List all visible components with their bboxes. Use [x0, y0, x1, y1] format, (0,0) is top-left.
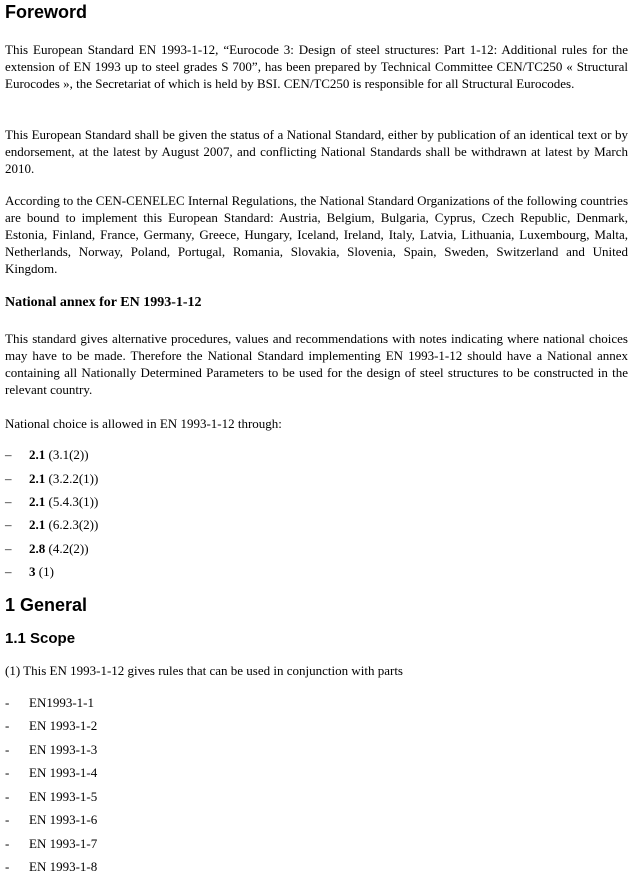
- list-dash: –: [5, 564, 12, 579]
- list-dash: -: [5, 742, 10, 757]
- clause-number: 2.1: [29, 517, 46, 532]
- national-choice-item: [5, 446, 89, 463]
- list-dash: –: [5, 471, 12, 486]
- national-choice-item: [5, 563, 54, 580]
- part-list-item: [5, 764, 97, 781]
- scope-paragraph: (1) This EN 1993-1-12 gives rules that can be used in conjunction with parts: [5, 663, 403, 678]
- clause-number: 2.8: [29, 541, 46, 556]
- part-reference: EN 1993-1-2: [29, 718, 98, 733]
- part-list-item: [5, 811, 97, 828]
- foreword-paragraph-1: This European Standard EN 1993-1-12, “Eurocode 3: Design of steel structures: Part 1-12: Additional rules for the extension of EN 1993 up to steel grades S 700”, has been prepared by Technical Committee CEN/TC250 « Structural Eurocodes », the Secretariat of which is held by BSI. CEN/TC250 is responsible for all Structural Eurocodes.: [5, 42, 628, 91]
- clause-reference: (6.2.3(2)): [48, 517, 99, 532]
- part-list-item: [5, 858, 97, 875]
- clause-reference: (3.2.2(1)): [48, 471, 99, 486]
- list-dash: -: [5, 836, 10, 851]
- list-dash: –: [5, 447, 12, 462]
- list-dash: -: [5, 812, 10, 827]
- general-heading: 1 General: [5, 595, 88, 615]
- national-choice-intro: National choice is allowed in EN 1993-1-12 through:: [5, 416, 282, 431]
- part-list-item: [5, 741, 97, 758]
- list-dash: -: [5, 859, 10, 874]
- national-annex-paragraph: This standard gives alternative procedures, values and recommendations with notes indicating where national choices may have to be made. Therefore the National Standard implementing EN 1993-1-12 should have a National annex containing all Nationally Determined Parameters to be used for the design of steel structures to be constructed in the relevant country.: [5, 331, 628, 397]
- clause-number: 2.1: [29, 494, 46, 509]
- foreword-paragraph-2: This European Standard shall be given the status of a National Standard, either by publication of an identical text or by endorsement, at the latest by August 2007, and conflicting National Standards shall be withdrawn at latest by March 2010.: [5, 127, 628, 176]
- list-dash: –: [5, 517, 12, 532]
- clause-number: 2.1: [29, 447, 46, 462]
- list-dash: –: [5, 494, 12, 509]
- part-reference: EN1993-1-1: [29, 695, 94, 710]
- part-reference: EN 1993-1-4: [29, 765, 98, 780]
- part-reference: EN 1993-1-5: [29, 789, 98, 804]
- foreword-paragraph-3: According to the CEN-CENELEC Internal Regulations, the National Standard Organizations of the following countries are bound to implement this European Standard: Austria, Belgium, Bulgaria, Cyprus, Czech Republic, Denmark, Estonia, Finland, France, Germany, Greece, Hungary, Iceland, Ireland, Italy, Latvia, Lithuania, Luxembourg, Malta, Netherlands, Norway, Poland, Portugal, Romania, Slovakia, Slovenia, Spain, Sweden, Switzerland and United Kingdom.: [5, 193, 628, 276]
- part-list-item: [5, 694, 94, 711]
- part-reference: EN 1993-1-8: [29, 859, 98, 874]
- clause-reference: (3.1(2)): [48, 447, 89, 462]
- clause-reference: (4.2(2)): [48, 541, 89, 556]
- part-list-item: [5, 835, 97, 852]
- part-reference: EN 1993-1-3: [29, 742, 98, 757]
- national-choice-item: [5, 540, 89, 557]
- list-dash: -: [5, 718, 10, 733]
- national-choice-item: [5, 516, 98, 533]
- foreword-heading: Foreword: [5, 2, 88, 22]
- national-choice-item: [5, 470, 98, 487]
- clause-reference: (1): [38, 564, 54, 579]
- clause-number: 3: [29, 564, 36, 579]
- list-dash: -: [5, 789, 10, 804]
- list-dash: -: [5, 765, 10, 780]
- part-list-item: [5, 788, 97, 805]
- part-list-item: [5, 717, 97, 734]
- part-reference: EN 1993-1-7: [29, 836, 98, 851]
- clause-reference: (5.4.3(1)): [48, 494, 99, 509]
- scope-heading: 1.1 Scope: [5, 630, 76, 647]
- list-dash: -: [5, 695, 10, 710]
- list-dash: –: [5, 541, 12, 556]
- national-annex-heading: National annex for EN 1993-1-12: [5, 295, 202, 310]
- part-reference: EN 1993-1-6: [29, 812, 98, 827]
- national-choice-item: [5, 493, 98, 510]
- clause-number: 2.1: [29, 471, 46, 486]
